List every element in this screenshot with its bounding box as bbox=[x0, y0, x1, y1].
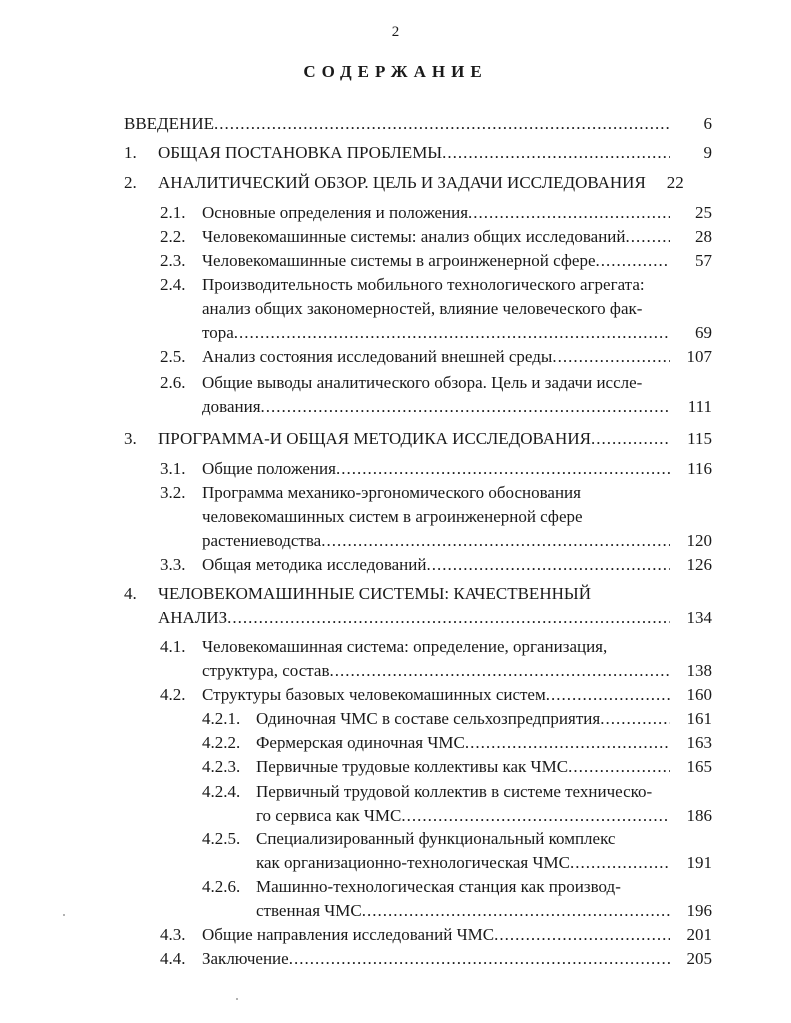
toc-entry-2-2 bbox=[202, 226, 712, 248]
toc-entry-2-5 bbox=[202, 346, 712, 368]
subsubsection-number: 4.2.3. bbox=[202, 757, 241, 776]
toc-entry-4-2-5 bbox=[256, 852, 712, 874]
dot-leader bbox=[591, 428, 670, 450]
toc-entry-title: дования bbox=[202, 397, 261, 416]
dot-leader bbox=[321, 530, 670, 552]
page-number: 2 bbox=[391, 24, 400, 40]
toc-entry-title: ПРОГРАММА-И ОБЩАЯ МЕТОДИКА ИССЛЕДОВАНИЯ bbox=[158, 429, 591, 448]
toc-entry-title: Общие направления исследований ЧМС bbox=[202, 925, 495, 944]
section-number: 3. bbox=[124, 429, 137, 448]
toc-entry-title: Человекомашинные системы: анализ общих исследований bbox=[202, 227, 626, 246]
toc-page-number: 25 bbox=[695, 203, 712, 222]
toc-entry-title: Основные определения и положения bbox=[202, 203, 469, 222]
subsubsection-number: 4.2.4. bbox=[202, 782, 241, 801]
toc-page-number: 115 bbox=[687, 429, 712, 448]
toc-entry-title-line: Специализированный функциональный комплекс bbox=[256, 829, 616, 848]
dot-leader bbox=[234, 322, 670, 344]
subsection-number: 4.3. bbox=[160, 925, 186, 944]
subsection-number: 4.2. bbox=[160, 685, 186, 704]
toc-page-number: 22 bbox=[666, 173, 684, 192]
toc-page-number: 191 bbox=[686, 853, 712, 872]
toc-entry-title: Первичные трудовые коллективы как ЧМС bbox=[256, 757, 569, 776]
toc-page-number: 196 bbox=[686, 901, 712, 920]
subsubsection-number: 4.2.2. bbox=[202, 733, 241, 752]
toc-page-number: 160 bbox=[686, 685, 712, 704]
dot-leader bbox=[625, 226, 670, 248]
dot-leader bbox=[442, 142, 670, 164]
toc-entry-4-2-6 bbox=[256, 900, 712, 922]
toc-entry-title: Общие положения bbox=[202, 459, 336, 478]
toc-entry-title: ОБЩАЯ ПОСТАНОВКА ПРОБЛЕМЫ bbox=[158, 143, 443, 162]
subsection-number: 2.6. bbox=[160, 373, 186, 392]
toc-page-number: 28 bbox=[695, 227, 712, 246]
toc-entry-title: АНАЛИЗ bbox=[158, 608, 228, 627]
toc-entry-title-line: человекомашинных систем в агроинженерной сфере bbox=[202, 507, 583, 526]
toc-page-number: 165 bbox=[686, 757, 712, 776]
toc-page-number: 201 bbox=[686, 925, 712, 944]
toc-entry-section-3 bbox=[158, 428, 712, 450]
toc-entry-title-line: Общие выводы аналитического обзора. Цель и задачи иссле- bbox=[202, 373, 643, 392]
dot-leader bbox=[289, 948, 670, 970]
toc-entry-title: ВВЕДЕНИЕ bbox=[124, 114, 214, 133]
toc-entry-title-line: ЧЕЛОВЕКОМАШИННЫЕ СИСТЕМЫ: КАЧЕСТВЕННЫЙ bbox=[158, 584, 591, 603]
toc-page-number: 126 bbox=[686, 555, 712, 574]
toc-page-number: 138 bbox=[686, 661, 712, 680]
dot-leader bbox=[568, 756, 670, 778]
subsubsection-number: 4.2.5. bbox=[202, 829, 241, 848]
dot-leader bbox=[227, 607, 670, 629]
toc-entry-intro bbox=[124, 113, 712, 135]
toc-entry-title-line: Человекомашинная система: определение, организация, bbox=[202, 637, 608, 656]
subsubsection-number: 4.2.1. bbox=[202, 709, 241, 728]
toc-page-number: 134 bbox=[686, 608, 712, 627]
toc-entry-section-1 bbox=[158, 142, 712, 164]
toc-entry-title: Структуры базовых человекомашинных систем bbox=[202, 685, 546, 704]
scan-speck bbox=[236, 998, 238, 1000]
subsection-number: 3.2. bbox=[160, 483, 186, 502]
toc-page-number: 57 bbox=[695, 251, 712, 270]
toc-entry-title: ственная ЧМС bbox=[256, 901, 362, 920]
toc-entry-4-2-3 bbox=[256, 756, 712, 778]
toc-entry-title: Человекомашинные системы в агроинженерной сфере bbox=[202, 251, 596, 270]
subsection-number: 3.1. bbox=[160, 459, 186, 478]
dot-leader bbox=[465, 732, 670, 754]
toc-entry-4-1 bbox=[202, 660, 712, 682]
subsubsection-number: 4.2.6. bbox=[202, 877, 241, 896]
toc-entry-title-line: Производительность мобильного технологического агрегата: bbox=[202, 275, 645, 294]
toc-entry-title: Заключение bbox=[202, 949, 289, 968]
toc-entry-4-2-1 bbox=[256, 708, 712, 730]
dot-leader bbox=[261, 396, 670, 418]
dot-leader bbox=[214, 113, 670, 135]
dot-leader bbox=[468, 202, 670, 224]
toc-entry-title: тора bbox=[202, 323, 234, 342]
dot-leader bbox=[362, 900, 670, 922]
toc-entry-2-3 bbox=[202, 250, 712, 272]
dot-leader bbox=[596, 250, 670, 272]
dot-leader bbox=[329, 660, 670, 682]
dot-leader bbox=[426, 554, 670, 576]
toc-page-number: 205 bbox=[686, 949, 712, 968]
toc-entry-4-4 bbox=[202, 948, 712, 970]
toc-page-number: 111 bbox=[687, 397, 712, 416]
toc-entry-title-line: анализ общих закономерностей, влияние человеческого фак- bbox=[202, 299, 643, 318]
toc-entry-2-6 bbox=[202, 396, 712, 418]
toc-page-number: 107 bbox=[686, 347, 712, 366]
toc-entry-4-3 bbox=[202, 924, 712, 946]
toc-entry-3-1 bbox=[202, 458, 712, 480]
dot-leader bbox=[570, 852, 670, 874]
toc-page-number: 6 bbox=[703, 114, 712, 133]
subsection-number: 4.4. bbox=[160, 949, 186, 968]
toc-entry-title-line: Машинно-технологическая станция как производ- bbox=[256, 877, 621, 896]
dot-leader bbox=[401, 805, 670, 827]
toc-page-number: 9 bbox=[703, 143, 712, 162]
subsection-number: 2.3. bbox=[160, 251, 186, 270]
subsection-number: 2.4. bbox=[160, 275, 186, 294]
toc-entry-4-2-4 bbox=[256, 805, 712, 827]
toc-entry-title: растениеводства bbox=[202, 531, 322, 550]
dot-leader bbox=[552, 346, 670, 368]
toc-entry-title: Общая методика исследований bbox=[202, 555, 427, 574]
toc-entry-title: Фермерская одиночная ЧМС bbox=[256, 733, 465, 752]
subsection-number: 2.2. bbox=[160, 227, 186, 246]
toc-entry-title: Одиночная ЧМС в составе сельхозпредприятия bbox=[256, 709, 601, 728]
toc-entry-3-3 bbox=[202, 554, 712, 576]
scan-speck bbox=[63, 914, 65, 916]
dot-leader bbox=[546, 684, 670, 706]
toc-page-number: 161 bbox=[686, 709, 712, 728]
subsection-number: 2.5. bbox=[160, 347, 186, 366]
toc-page-number: 69 bbox=[695, 323, 712, 342]
dot-leader bbox=[600, 708, 670, 730]
toc-entry-title: го сервиса как ЧМС bbox=[256, 806, 402, 825]
subsection-number: 4.1. bbox=[160, 637, 186, 656]
toc-page-number: 186 bbox=[686, 806, 712, 825]
toc-entry-title-line: Программа механико-эргономического обоснования bbox=[202, 483, 581, 502]
toc-entry-2-1 bbox=[202, 202, 712, 224]
toc-entry-4-2 bbox=[202, 684, 712, 706]
toc-entry-section-4 bbox=[158, 607, 712, 629]
section-number: 1. bbox=[124, 143, 137, 162]
toc-entry-title: АНАЛИТИЧЕСКИЙ ОБЗОР. ЦЕЛЬ И ЗАДАЧИ ИССЛЕДОВАНИЯ bbox=[158, 173, 646, 192]
toc-page-number: 163 bbox=[686, 733, 712, 752]
page-title: СОДЕРЖАНИЕ bbox=[303, 62, 488, 81]
subsection-number: 3.3. bbox=[160, 555, 186, 574]
toc-entry-title: как организационно-технологическая ЧМС bbox=[256, 853, 570, 872]
toc-page-number: 116 bbox=[687, 459, 712, 478]
toc-entry-section-2 bbox=[158, 172, 712, 194]
toc-entry-title-line: Первичный трудовой коллектив в системе техническо- bbox=[256, 782, 653, 801]
toc-entry-3-2 bbox=[202, 530, 712, 552]
toc-entry-title: Анализ состояния исследований внешней среды bbox=[202, 347, 553, 366]
toc-entry-4-2-2 bbox=[256, 732, 712, 754]
toc-entry-2-4 bbox=[202, 322, 712, 344]
dot-leader bbox=[336, 458, 670, 480]
section-number: 4. bbox=[124, 584, 137, 603]
section-number: 2. bbox=[124, 173, 137, 192]
subsection-number: 2.1. bbox=[160, 203, 186, 222]
dot-leader bbox=[494, 924, 670, 946]
toc-entry-title: структура, состав bbox=[202, 661, 330, 680]
toc-page-number: 120 bbox=[686, 531, 712, 550]
